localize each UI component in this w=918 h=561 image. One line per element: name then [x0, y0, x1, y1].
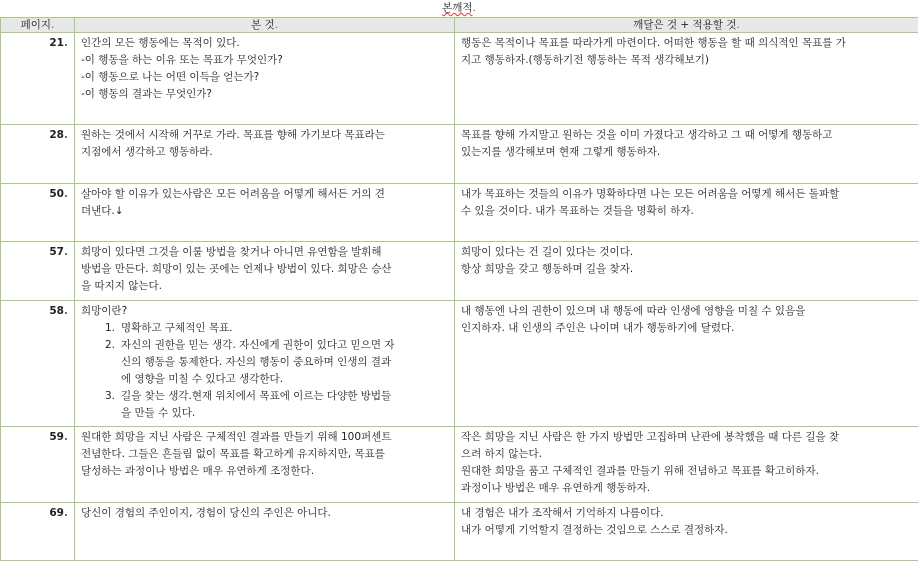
body-cell: 살아야 할 이유가 있는사람은 모든 어려움을 어떻게 해서든 거의 견 뎌낸다.↓: [75, 184, 455, 242]
table-row: [1, 33, 918, 125]
page-number: 28.: [1, 125, 75, 184]
page-number: 50.: [1, 184, 75, 242]
app-cell: 내가 목표하는 것들의 이유가 명확하다면 나는 모든 어려움을 어떻게 해서든 돌파할 수 있을 것이다. 내가 목표하는 것들을 명확히 하자.: [455, 184, 918, 242]
body-cell: 당신이 경험의 주인이지, 경험이 당신의 주인은 아니다.: [75, 503, 455, 561]
table-row: [1, 125, 918, 184]
table-row: [1, 503, 918, 561]
app-cell: 희망이 있다는 건 길이 있다는 것이다. 항상 희망을 갖고 행동하며 길을 찾자.: [455, 242, 918, 301]
page-number: 21.: [1, 33, 75, 125]
app-cell: 작은 희망을 지닌 사람은 한 가지 방법만 고집하며 난관에 봉착했을 때 다른 길을 찾 으려 하지 않는다. 원대한 희망을 품고 구체적인 결과를 만들기 위해 전념하고 목표를 확고히하자. 과정이나 방법은 매우 유연하게 행동하자.: [455, 427, 918, 503]
page-number: 57.: [1, 242, 75, 301]
list-item: 2. 자신의 권한을 믿는 생각. 자신에게 권한이 있다고 믿으면 자 신의 행동을 통제한다. 자신의 행동이 중요하며 인생의 결과 에 영향을 미칠 수 있다고 생각한다.: [105, 337, 448, 388]
table-row: [1, 427, 918, 503]
header-app: 깨달은 것 + 적용할 것.: [455, 18, 918, 33]
body-cell: 희망이란? 1. 명확하고 구체적인 목표. 2. 자신의 권한을 믿는 생각. 자신에게 권한이 있다고 믿으면 자 신의 행동을 통제한다. 자신의 행동이 중요하며 인생의 결과 에 영향을 미칠 수 있다고 생각한다. 3. 길을 찾는 생각.현재 위치에서 목표에 이르는 다양한 방법들 을 만들 수 있다.: [75, 301, 455, 427]
list-item: 1. 명확하고 구체적인 목표.: [105, 320, 448, 337]
header-body: 본 것.: [75, 18, 455, 33]
list-item: 3. 길을 찾는 생각.현재 위치에서 목표에 이르는 다양한 방법들 을 만들 수 있다.: [105, 388, 448, 422]
hope-list: [81, 320, 448, 422]
page-number: 69.: [1, 503, 75, 561]
app-cell: 목표를 향해 가지말고 원하는 것을 이미 가졌다고 생각하고 그 때 어떻게 행동하고 있는지를 생각해보며 현재 그렇게 행동하자.: [455, 125, 918, 184]
document-title: 본깨적.: [0, 0, 918, 17]
app-cell: 내 경험은 내가 조작해서 기억하지 나름이다. 내가 어떻게 기억할지 결정하는 것임으로 스스로 결정하자.: [455, 503, 918, 561]
page-number: 59.: [1, 427, 75, 503]
body-cell: 희망이 있다면 그것을 이룰 방법을 찾거나 아니면 유연함을 발휘해 방법을 만든다. 희망이 있는 곳에는 언제나 방법이 있다. 희망은 승산 을 따지지 않는다.: [75, 242, 455, 301]
body-cell: 원대한 희망을 지닌 사람은 구체적인 결과를 만들기 위해 100퍼센트 전념한다. 그들은 흔들림 없이 목표를 확고하게 유지하지만, 목표를 달성하는 과정이나 방법은 매우 유연하게 조정한다.: [75, 427, 455, 503]
header-page: 페이지.: [1, 18, 75, 33]
page-number: 58.: [1, 301, 75, 427]
table-row: [1, 301, 918, 427]
body-cell: 원하는 것에서 시작해 거꾸로 가라. 목표를 향해 가기보다 목표라는 지점에서 생각하고 행동하라.: [75, 125, 455, 184]
app-cell: 행동은 목적이나 목표를 따라가게 마련이다. 어떠한 행동을 할 때 의식적인 목표를 가 지고 행동하자.(행동하기전 행동하는 목적 생각해보기): [455, 33, 918, 125]
table-row: [1, 184, 918, 242]
notes-table: [0, 17, 918, 561]
table-row: [1, 242, 918, 301]
header-row: [1, 18, 918, 33]
body-cell: 인간의 모든 행동에는 목적이 있다. -이 행동을 하는 이유 또는 목표가 무엇인가? -이 행동으로 나는 어떤 이득을 얻는가? -이 행동의 결과는 무엇인가?: [75, 33, 455, 125]
app-cell: 내 행동엔 나의 권한이 있으며 내 행동에 따라 인생에 영향을 미칠 수 있음을 인지하자. 내 인생의 주인은 나이며 내가 행동하기에 달렸다.: [455, 301, 918, 427]
